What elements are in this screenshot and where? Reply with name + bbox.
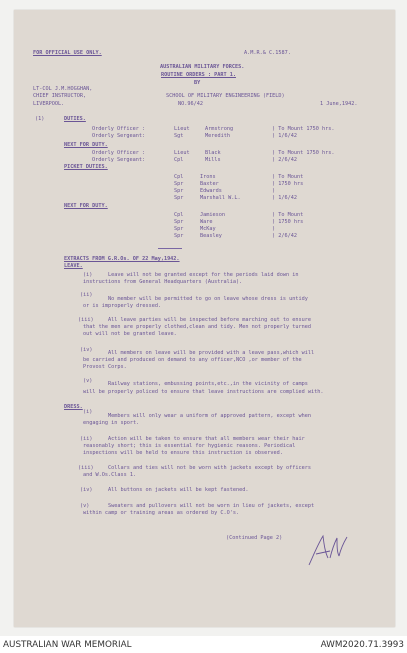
leave-item-line: instructions from General Headquarters (Australia). <box>83 279 243 285</box>
duty-name: Meredith <box>205 133 230 139</box>
picket-rank: Spr <box>174 233 184 239</box>
duty-role: Orderly Sergeant: <box>92 133 146 139</box>
leave-item-line: will be properly policed to ensure that leave instructions are complied with. <box>83 389 324 395</box>
leave-item-number: (iii) <box>78 317 94 323</box>
picket-rank: Cpl <box>174 174 184 180</box>
dress-item-number: (iv) <box>80 487 93 493</box>
footer-catalogue-id: AWM2020.71.3993 <box>320 640 404 650</box>
picket-name: Marshall W.L. <box>200 195 241 201</box>
dress-item-line: All buttons on jackets will be kept fastened. <box>108 487 249 493</box>
picket-note: ) To Mount <box>272 174 304 180</box>
place-name: LIVERPOOL. <box>33 101 65 107</box>
duty-name: Armstrong <box>205 126 234 132</box>
leave-item-line: All leave parties will be inspected before marching out to ensure <box>108 317 312 323</box>
picket-note: ) 2/6/42 <box>272 233 297 239</box>
orders-heading: ROUTINE ORDERS : PART 1. <box>161 72 236 78</box>
footer-source: AUSTRALIAN WAR MEMORIAL <box>3 640 132 650</box>
duty-note: ) 2/6/42 <box>272 157 297 163</box>
duty-note: ) To Mount 1750 hrs. <box>272 150 335 156</box>
force-heading: AUSTRALIAN MILITARY FORCES. <box>160 64 245 70</box>
leave-item-number: (v) <box>83 378 93 384</box>
leave-item-line: Provost Corps. <box>83 364 127 370</box>
duties-heading: DUTIES. <box>64 116 86 122</box>
officer-role: CHIEF INSTRUCTOR, <box>33 93 87 99</box>
extracts-heading: EXTRACTS FROM G.R.Os. OF 22 May,1942. <box>64 256 180 262</box>
section-divider <box>158 248 182 249</box>
leave-item-line: No member will be permitted to go on leave whose dress is untidy <box>108 296 308 302</box>
leave-item-line: be carried and produced on demand to any officer,NCO ,or member of the <box>83 357 302 363</box>
picket-name: McKay <box>200 226 216 232</box>
duty-name: Mills <box>205 157 221 163</box>
dress-item-line: Members will only wear a uniform of approved pattern, except when <box>108 413 312 419</box>
dress-item-line: Collars and ties will not be worn with jackets except by officers <box>108 465 312 471</box>
dress-item-line: within camp or training areas as ordered by C.O's. <box>83 510 240 516</box>
duty-name: Black <box>205 150 221 156</box>
duty-role: Orderly Sergeant: <box>92 157 146 163</box>
order-date: 1 June,1942. <box>320 101 358 107</box>
file-reference: A.M.R.& C.1587. <box>244 50 291 56</box>
picket-name: Irons <box>200 174 216 180</box>
picket-note: ) <box>272 226 276 232</box>
officer-name: LT-COL J.M.HOGGHAN, <box>33 86 93 92</box>
leave-item-line: All members on leave will be provided with a leave pass,which will <box>108 350 315 356</box>
picket-name: Edwards <box>200 188 222 194</box>
dress-item-line: Action will be taken to ensure that all members wear their hair <box>108 436 305 442</box>
picket-name: Beasley <box>200 233 222 239</box>
picket-note: ) 1750 hrs <box>272 181 304 187</box>
picket-rank: Spr <box>174 188 184 194</box>
picket-name: Baxter <box>200 181 219 187</box>
duty-role: Orderly Officer : <box>92 150 146 156</box>
dress-item-line: Sweaters and pullovers will not be worn in lieu of jackets, except <box>108 503 315 509</box>
by-line: BY <box>194 80 201 86</box>
picket-note: ) To Mount <box>272 212 304 218</box>
duty-role: Orderly Officer : <box>92 126 146 132</box>
picket-note: ) <box>272 188 276 194</box>
dress-item-line: inspections will be held to ensure this instruction is observed. <box>83 450 283 456</box>
duty-rank: Sgt <box>174 133 184 139</box>
picket-rank: Spr <box>174 226 184 232</box>
duties-number: (1) <box>35 116 45 122</box>
leave-item-line: out will not be granted leave. <box>83 331 177 337</box>
leave-item-line: Leave will not be granted except for the periods laid down in <box>108 272 299 278</box>
dress-item-number: (iii) <box>78 465 94 471</box>
picket-heading: PICKET DUTIES. <box>64 164 108 170</box>
picket-rank: Spr <box>174 219 184 225</box>
dress-item-number: (v) <box>80 503 90 509</box>
school-name: SCHOOL OF MILITARY ENGINEERING (FIELD) <box>166 93 285 99</box>
leave-item-line: Railway stations, embussing points,etc.,in the vicinity of camps <box>108 381 308 387</box>
leave-item-line: that the men are properly clothed,clean and tidy. Men not properly turned <box>83 324 311 330</box>
picket-note: ) 1/6/42 <box>272 195 297 201</box>
duty-rank: Lieut <box>174 126 190 132</box>
dress-item-line: reasonably short; this is essential for hygienic reasons. Periodical <box>83 443 296 449</box>
footer-bar <box>0 636 407 653</box>
next-duty-heading: NEXT FOR DUTY. <box>64 142 108 148</box>
leave-item-number: (i) <box>83 272 93 278</box>
picket-rank: Spr <box>174 181 184 187</box>
dress-item-number: (ii) <box>80 436 93 442</box>
continued-note: (Continued Page 2) <box>226 535 283 541</box>
dress-heading: DRESS. <box>64 404 83 410</box>
leave-item-number: (ii) <box>80 292 93 298</box>
signature-mark <box>306 532 350 568</box>
dress-item-line: and W.Os.Class 1. <box>83 472 137 478</box>
leave-item-line: or is improperly dressed. <box>83 303 162 309</box>
picket-name: Ware <box>200 219 213 225</box>
dress-item-number: (i) <box>83 409 93 415</box>
leave-item-number: (iv) <box>80 347 93 353</box>
official-use-notice: FOR OFFICIAL USE ONLY. <box>33 50 102 56</box>
picket-rank: Cpl <box>174 212 184 218</box>
picket-name: Jamieson <box>200 212 225 218</box>
picket-note: ) 1750 hrs <box>272 219 304 225</box>
dress-item-line: engaging in sport. <box>83 420 140 426</box>
duty-note: ) 1/6/42 <box>272 133 297 139</box>
duty-rank: Cpl <box>174 157 184 163</box>
leave-heading: LEAVE. <box>64 263 83 269</box>
duty-note: ) To Mount 1750 hrs. <box>272 126 335 132</box>
picket-next-heading: NEXT FOR DUTY. <box>64 203 108 209</box>
picket-rank: Spr <box>174 195 184 201</box>
duty-rank: Lieut <box>174 150 190 156</box>
order-number: NO.96/42 <box>178 101 203 107</box>
